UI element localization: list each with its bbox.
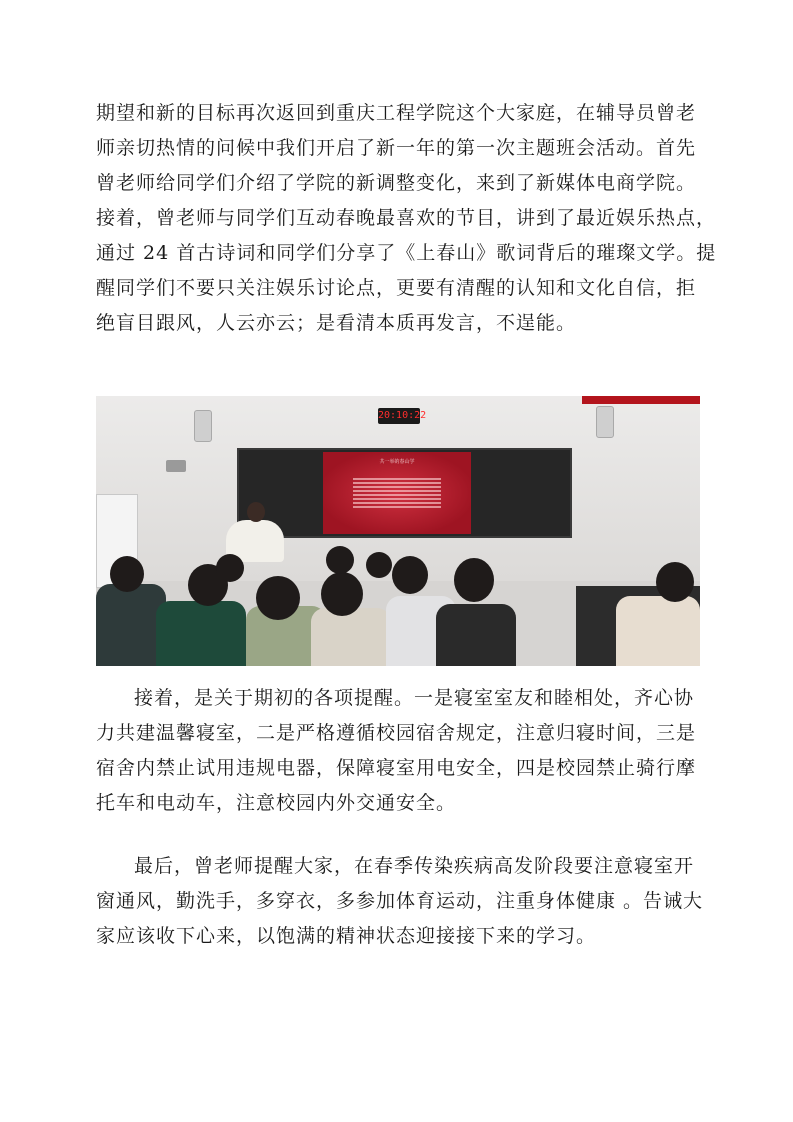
student-figure [311,608,391,666]
paragraph-meeting-intro [96,96,717,341]
text-line: 托车和电动车，注意校园内外交通安全。 [96,792,457,814]
projector-icon [166,460,186,472]
speaker-icon [596,406,614,438]
student-head [321,572,363,616]
student-head [326,546,354,574]
student-head [454,558,494,602]
text-line: 力共建温馨寝室，二是严格遵循校园宿舍规定，注意归寝时间，三是 [96,722,697,744]
student-head [366,552,392,578]
projector-screen [323,452,471,534]
text-line: 通过 24 首古诗词和同学们分享了《上春山》歌词背后的璀璨文学。提 [96,242,717,264]
screen-text-lines [353,476,441,510]
screen-title: 共一举的春山学 [379,459,415,465]
text-line: 最后，曾老师提醒大家，在春季传染疾病高发阶段要注意寝室开 [134,855,695,877]
text-line: 接着，曾老师与同学们互动春晚最喜欢的节目，讲到了最近娱乐热点， [96,207,717,229]
student-figure [436,604,516,666]
classroom-photo [96,396,700,666]
student-head [110,556,144,592]
speaker-icon [194,410,212,442]
text-line: 家应该收下心来，以饱满的精神状态迎接接下来的学习。 [96,925,597,947]
text-line: 曾老师给同学们介绍了学院的新调整变化，来到了新媒体电商学院。 [96,172,697,194]
text-line: 窗通风，勤洗手，多穿衣，多参加体育运动，注重身体健康 。告诫大 [96,890,704,912]
text-line: 绝盲目跟风，人云亦云；是看清本质再发言，不逞能。 [96,312,577,334]
text-line: 醒同学们不要只关注娱乐讨论点，更要有清醒的认知和文化自信，拒 [96,277,697,299]
student-head [256,576,300,620]
teacher-head [247,502,265,522]
student-head [656,562,694,602]
student-figure [156,601,246,666]
ceiling-stripe [582,396,700,404]
digital-clock: 20:10:22 [378,408,420,424]
text-line: 接着，是关于期初的各项提醒。一是寝室室友和睦相处，齐心协 [134,687,695,709]
student-figure [616,596,700,666]
text-line: 师亲切热情的问候中我们开启了新一年的第一次主题班会活动。首先 [96,137,697,159]
paragraph-health-advice [96,849,704,954]
blackboard [237,448,572,538]
text-line: 宿舍内禁止试用违规电器，保障寝室用电安全，四是校园禁止骑行摩 [96,757,697,779]
text-line: 期望和新的目标再次返回到重庆工程学院这个大家庭，在辅导员曾老 [96,102,697,124]
student-head [392,556,428,594]
student-head [216,554,244,582]
paragraph-reminders [96,681,700,821]
